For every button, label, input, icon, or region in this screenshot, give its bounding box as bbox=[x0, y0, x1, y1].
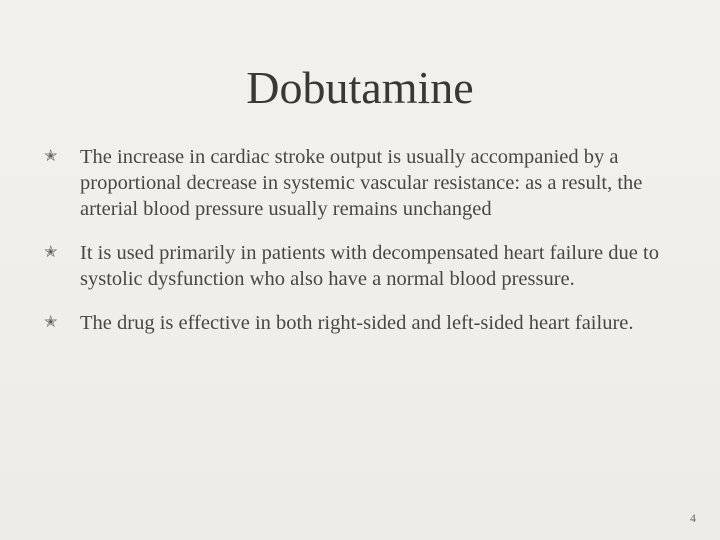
bullet-text: It is used primarily in patients with decompensated heart failure due to systolic dysfunction who also have a normal blood pressure. bbox=[80, 242, 659, 290]
star-bullet-icon: ✭ bbox=[44, 242, 58, 261]
slide-title: Dobutamine bbox=[246, 62, 474, 113]
star-bullet-icon: ✭ bbox=[44, 146, 58, 165]
bullet-list bbox=[44, 144, 684, 354]
bullet-text: The increase in cardiac stroke output is usually accompanied by a proportional decrease in systemic vascular resistance: as a result, the arterial blood pressure usually remains unchanged bbox=[80, 146, 643, 220]
page-number: 4 bbox=[690, 511, 696, 525]
bullet-item bbox=[44, 310, 684, 336]
bullet-item bbox=[44, 144, 684, 222]
star-bullet-icon: ✭ bbox=[44, 312, 58, 331]
bullet-text: The drug is effective in both right-sided and left-sided heart failure. bbox=[80, 312, 634, 334]
bullet-item bbox=[44, 240, 684, 292]
